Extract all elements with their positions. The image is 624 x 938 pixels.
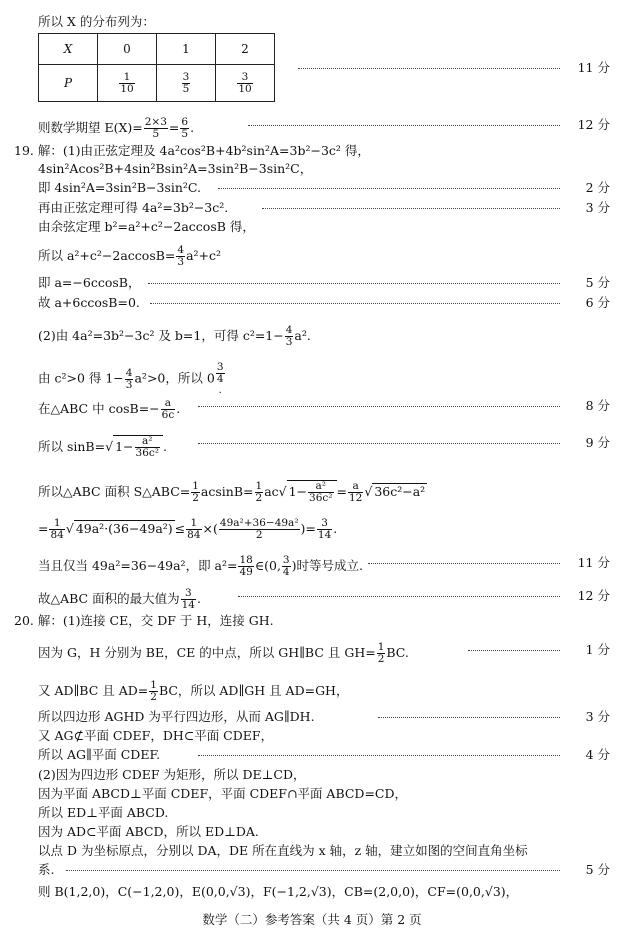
score-label: 2 分	[585, 180, 610, 195]
leader-dots	[468, 650, 560, 651]
distribution-table	[38, 33, 275, 102]
text-line: 即 4sin²A=3sin²B−3sin²C.	[38, 180, 202, 195]
leader-dots	[218, 188, 560, 189]
text-line: 所以 AG∥平面 CDEF.	[38, 747, 161, 762]
text-line: 系.	[38, 862, 55, 877]
text-line: 又 AG⊄平面 CDEF，DH⊂平面 CDEF，	[38, 728, 274, 743]
score-label: 5 分	[585, 275, 610, 290]
page-footer: 数学（二）参考答案（共 4 页）第 2 页	[202, 912, 422, 927]
leader-dots	[66, 870, 560, 871]
text-line: 由 c²>0 得 1− $\frac{4}{3}$ a²>0，所以 0 3 4 .	[38, 361, 224, 396]
text-line: 则数学期望 E(X)= $\frac{2\times 3}{5}$ = $\frac{6}{5}$ .	[38, 116, 195, 140]
leader-dots	[368, 563, 560, 564]
score-label: 9 分	[585, 435, 610, 450]
score-label: 1 分	[585, 642, 610, 657]
text-line: 以点 D 为坐标原点，分别以 DA，DE 所在直线为 x 轴，z 轴，建立如图的空间直角坐标	[38, 843, 528, 858]
table-cell: 0	[98, 34, 157, 65]
table-row	[39, 34, 275, 65]
text-line: 在△ABC 中 cosB=− $\frac{a}{6c}$ .	[38, 397, 181, 421]
text-line: 所以 a²+c²−2accosB= $\frac{4}{3}$ a²+c²	[38, 244, 222, 268]
text-line: 因为 AD⊂平面 ABCD，所以 ED⊥DA.	[38, 824, 259, 839]
question-20-line: 20. 解：(1)连接 CE，交 DF 于 H，连接 GH.	[14, 613, 274, 628]
score-label: 11 分	[577, 555, 610, 570]
leader-dots	[198, 406, 560, 407]
question-19-line: 19. 解：(1)由正弦定理及 4a²cos²B+4b²sin²A=3b²−3c² 得，	[14, 143, 370, 158]
text-line: 所以四边形 AGHD 为平行四边形，从而 AG∥DH.	[38, 709, 315, 724]
score-label: 8 分	[585, 398, 610, 413]
score-label: 11 分	[577, 60, 610, 75]
text-line: 因为平面 ABCD⊥平面 CDEF，平面 CDEF∩平面 ABCD=CD，	[38, 786, 408, 801]
table-cell: $\frac{1}{10}$	[98, 65, 157, 102]
table-cell: 1	[157, 34, 216, 65]
score-label: 12 分	[577, 117, 610, 132]
score-label: 6 分	[585, 295, 610, 310]
table-cell: P	[39, 65, 98, 102]
leader-dots	[262, 208, 560, 209]
leader-dots	[248, 125, 560, 126]
text-line: 因为 G，H 分别为 BE，CE 的中点，所以 GH∥BC 且 GH= $\frac{1}{2}$ BC.	[38, 641, 409, 665]
text-line: 即 a=−6ccosB，	[38, 275, 141, 290]
text-line: 所以 ED⊥平面 ABCD.	[38, 805, 169, 820]
text-line: (2)因为四边形 CDEF 为矩形，所以 DE⊥CD，	[38, 767, 306, 782]
score-label: 3 分	[585, 709, 610, 724]
text-line: 4sin²Acos²B+4sin²Bsin²A=3sin²B−3sin²C，	[38, 161, 313, 176]
text-line: 故 a+6ccosB=0.	[38, 295, 140, 310]
score-label: 4 分	[585, 747, 610, 762]
text-line: 又 AD∥BC 且 AD= $\frac{1}{2}$ BC，所以 AD∥GH 且 AD=GH，	[38, 679, 349, 703]
text-line: 故△ABC 面积的最大值为 $\frac{3}{14}$ .	[38, 587, 201, 611]
leader-dots	[198, 443, 560, 444]
leader-dots	[238, 596, 560, 597]
text-line: (2)由 4a²=3b²−3c² 及 b=1，可得 c²=1− $\frac{4}{3}$ a².	[38, 324, 311, 348]
text-line: = $\frac{1}{84}$ √ 49a²·(36−49a²) ≤ $\frac{1}{84}$ ×( $\frac{\text{49a²+36−49a²}}{2}$ )= $\frac{3}{14}$ .	[38, 517, 338, 541]
text-line: 再由正弦定理可得 4a²=3b²−3c².	[38, 200, 229, 215]
text-line: 所以△ABC 面积 S△ABC= $\frac{1}{2}$ acsinB= $\frac{1}{2}$ ac√ 1− $\frac{\text{a²}}{\text{36c²}}$ = $\frac{a}{12}$ √ 36c²−a²	[38, 480, 426, 504]
table-cell: $\frac{3}{5}$	[157, 65, 216, 102]
score-label: 12 分	[577, 588, 610, 603]
table-cell: X	[39, 34, 98, 65]
distribution-heading: 所以 X 的分布列为：	[38, 14, 155, 29]
score-label: 5 分	[585, 862, 610, 877]
text-line: 由余弦定理 b²=a²+c²−2accosB 得，	[38, 219, 255, 234]
leader-dots	[198, 755, 560, 756]
table-cell: 2	[216, 34, 275, 65]
table-cell: $\frac{3}{10}$	[216, 65, 275, 102]
leader-dots	[298, 68, 560, 69]
score-label: 3 分	[585, 200, 610, 215]
table-row	[39, 65, 275, 102]
leader-dots	[148, 283, 560, 284]
leader-dots	[150, 303, 560, 304]
text-line: 所以 sinB=√ 1− $\frac{\text{a²}}{\text{36c²}}$ .	[38, 435, 167, 459]
text-line: 则 B(1,2,0)，C(−1,2,0)，E(0,0,√3)，F(−1,2,√3)，CB=(2,0,0)，CF=(0,0,√3)，	[38, 884, 519, 899]
text-line: 当且仅当 49a²=36−49a²，即 a²= $\frac{18}{49}$ ∈(0, $\frac{3}{4}$ )时等号成立.	[38, 554, 363, 578]
leader-dots	[378, 717, 560, 718]
